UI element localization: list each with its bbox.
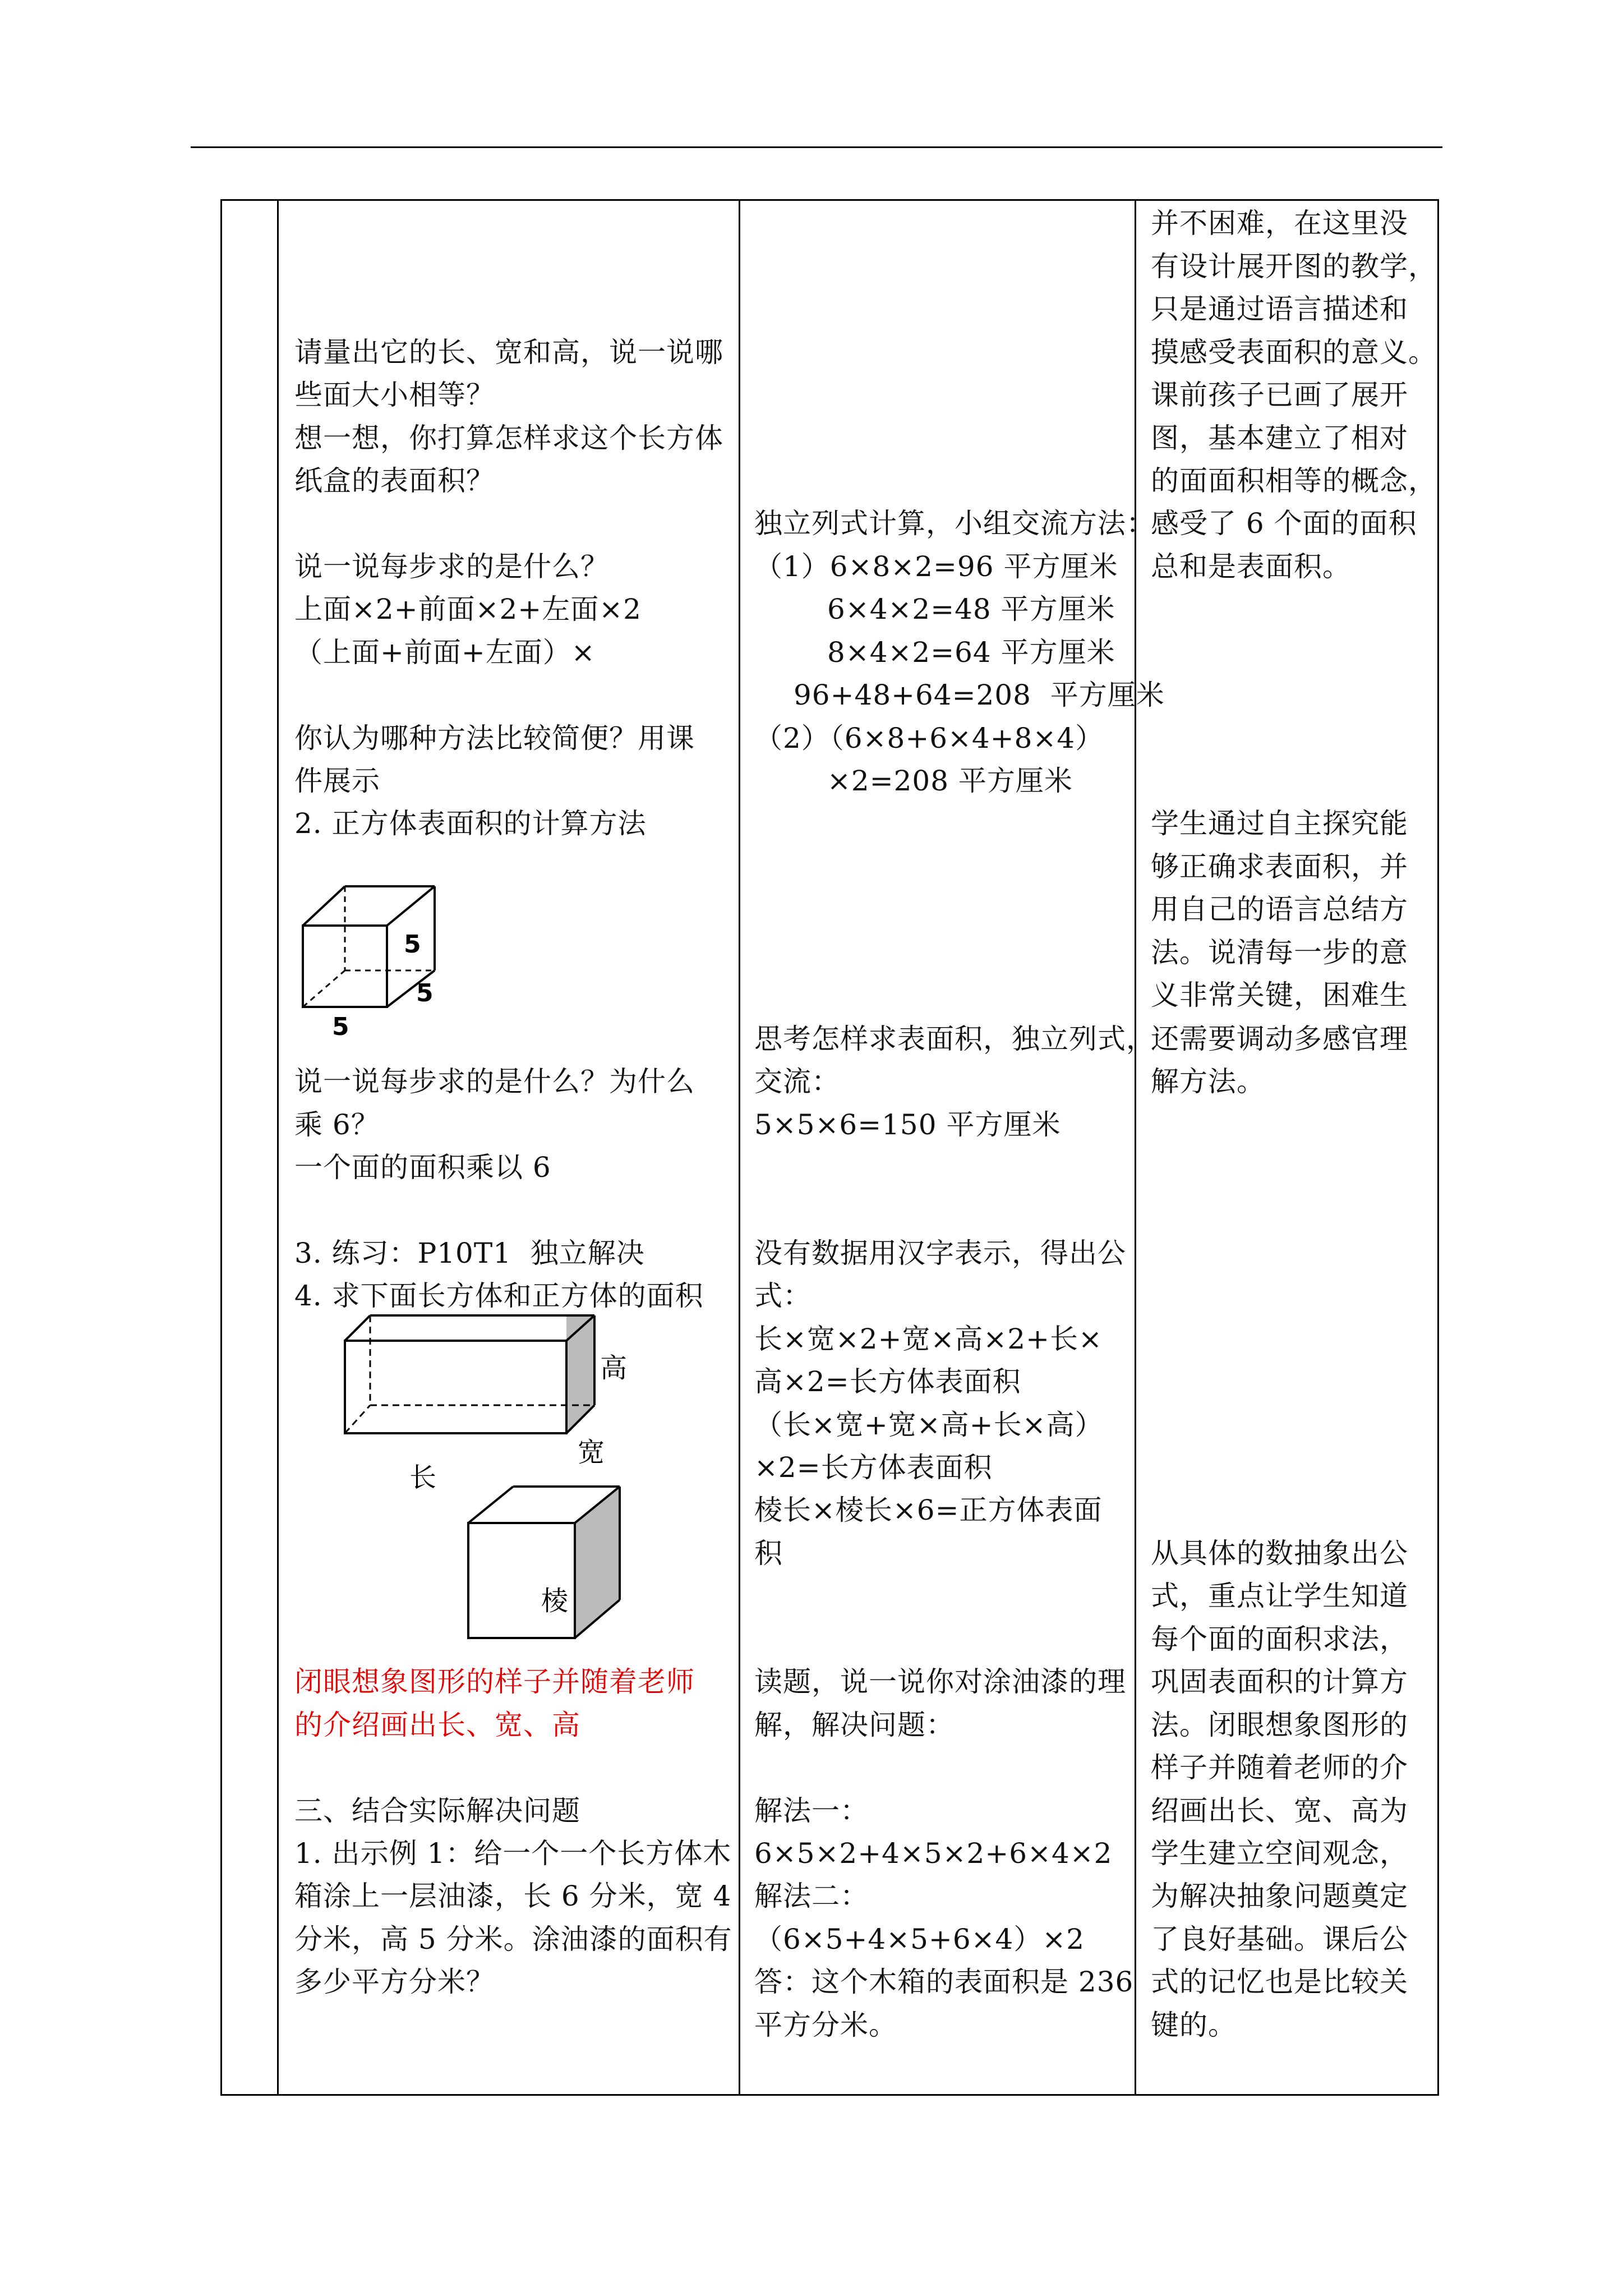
student-line: （6×5+4×5+6×4）×2 <box>754 1923 1085 1955</box>
note-line: 学生通过自主探究能 <box>1151 807 1408 840</box>
cube-figure-small <box>292 875 454 1038</box>
note-line: 式的记忆也是比较关 <box>1151 1966 1408 1998</box>
student-line: （长×宽+宽×高+长×高） <box>754 1409 1104 1441</box>
student-line: 交流： <box>754 1065 840 1098</box>
note-line: 总和是表面积。 <box>1151 550 1351 583</box>
student-line: 棱长×棱长×6=正方体表面 <box>754 1494 1103 1526</box>
student-line: 解法一： <box>754 1795 869 1827</box>
activity-line: 2. 正方体表面积的计算方法 <box>294 807 647 840</box>
activity-line: （上面+前面+左面）× <box>294 636 596 669</box>
cube-height-label: 5 <box>404 930 421 959</box>
student-line: 思考怎样求表面积，独立列式， <box>754 1023 1155 1055</box>
activity-line: 纸盒的表面积？ <box>294 464 495 497</box>
cuboid-figure <box>336 1310 651 1501</box>
student-line: 积 <box>754 1537 783 1570</box>
activity-line-highlight: 的介绍画出长、宽、高 <box>294 1709 580 1741</box>
note-line: 有设计展开图的教学， <box>1151 250 1437 283</box>
note-line: 巩固表面积的计算方 <box>1151 1665 1408 1698</box>
note-line: 法。闭眼想象图形的 <box>1151 1709 1408 1741</box>
note-line: 为解决抽象问题奠定 <box>1151 1880 1408 1912</box>
note-line: 用自己的语言总结方 <box>1151 893 1408 926</box>
activity-line: 箱涂上一层油漆，长 6 分米，宽 4 <box>294 1880 732 1912</box>
activity-line: 件展示 <box>294 765 380 797</box>
note-line: 够正确求表面积，并 <box>1151 850 1408 883</box>
activity-line: 上面×2+前面×2+左面×2 <box>294 593 642 625</box>
student-line: 读题，说一说你对涂油漆的理 <box>754 1665 1126 1698</box>
cube-depth-label: 5 <box>416 979 434 1007</box>
note-line: 每个面的面积求法， <box>1151 1623 1408 1655</box>
cube-edge-label: 棱 <box>541 1585 569 1617</box>
activity-line: 说一说每步求的是什么？为什么 <box>294 1065 695 1098</box>
student-line: 6×5×2+4×5×2+6×4×2 <box>754 1837 1113 1870</box>
note-line: 义非常关键，困难生 <box>1151 979 1408 1011</box>
note-line: 样子并随着老师的介 <box>1151 1751 1408 1784</box>
student-line: 独立列式计算，小组交流方法： <box>754 507 1155 540</box>
column-divider <box>1135 201 1136 2094</box>
note-line: 从具体的数抽象出公 <box>1151 1537 1408 1570</box>
note-line: 课前孩子已画了展开 <box>1151 379 1408 411</box>
activity-line: 3. 练习：P10T1 独立解决 <box>294 1237 645 1269</box>
note-line: 的面面积相等的概念， <box>1151 464 1437 497</box>
student-line: 8×4×2=64 平方厘米 <box>827 636 1115 669</box>
note-line: 并不困难，在这里没 <box>1151 207 1408 240</box>
note-line: 了良好基础。课后公 <box>1151 1923 1408 1955</box>
note-line: 法。说清每一步的意 <box>1151 936 1408 969</box>
note-line: 学生建立空间观念， <box>1151 1837 1408 1870</box>
activity-line: 乘 6？ <box>294 1108 380 1141</box>
activity-line: 说一说每步求的是什么？ <box>294 550 609 583</box>
student-line: 96+48+64=208 平方厘米 <box>794 679 1165 711</box>
student-line: （2）（6×8+6×4+8×4） <box>754 722 1104 754</box>
student-line: 长×宽×2+宽×高×2+长× <box>754 1323 1103 1355</box>
note-line: 键的。 <box>1151 2009 1237 2041</box>
activity-line: 1. 出示例 1：给一个一个长方体木 <box>294 1837 732 1870</box>
note-line: 只是通过语言描述和 <box>1151 293 1408 325</box>
activity-line: 4. 求下面长方体和正方体的面积 <box>294 1280 704 1312</box>
activity-line: 想一想，你打算怎样求这个长方体 <box>294 422 723 454</box>
student-line: ×2=208 平方厘米 <box>827 765 1073 797</box>
activity-line: 些面大小相等？ <box>294 379 495 411</box>
activity-line-highlight: 闭眼想象图形的样子并随着老师 <box>294 1665 695 1698</box>
cube-figure <box>457 1481 625 1649</box>
cuboid-height-label: 高 <box>600 1352 628 1384</box>
activity-line: 分米，高 5 分米。涂油漆的面积有 <box>294 1923 732 1955</box>
header-rule <box>191 146 1442 148</box>
note-line: 摸感受表面积的意义。 <box>1151 336 1437 369</box>
note-line: 感受了 6 个面的面积 <box>1151 507 1417 540</box>
note-line: 绍画出长、宽、高为 <box>1151 1795 1408 1827</box>
student-line: （1）6×8×2=96 平方厘米 <box>754 550 1118 583</box>
note-line: 解方法。 <box>1151 1065 1265 1098</box>
activity-line: 三、结合实际解决问题 <box>294 1795 580 1827</box>
note-line: 图，基本建立了相对 <box>1151 422 1408 454</box>
column-divider <box>277 201 279 2094</box>
note-line: 式，重点让学生知道 <box>1151 1580 1408 1612</box>
student-line: 式： <box>754 1280 811 1312</box>
cube-edge-label: 5 <box>332 1013 349 1038</box>
student-line: 平方分米。 <box>754 2009 897 2041</box>
activity-line: 请量出它的长、宽和高，说一说哪 <box>294 336 723 369</box>
student-line: 没有数据用汉字表示，得出公 <box>754 1237 1126 1269</box>
student-line: 5×5×6=150 平方厘米 <box>754 1108 1061 1141</box>
student-line: 高×2=长方体表面积 <box>754 1365 1021 1398</box>
activity-line: 多少平方分米？ <box>294 1966 495 1998</box>
student-line: 解法二： <box>754 1880 869 1912</box>
activity-line: 一个面的面积乘以 6 <box>294 1151 551 1184</box>
student-line: 答：这个木箱的表面积是 236 <box>754 1966 1134 1998</box>
student-line: 6×4×2=48 平方厘米 <box>827 593 1115 625</box>
activity-line: 你认为哪种方法比较简便？用课 <box>294 722 695 754</box>
student-line: ×2=长方体表面积 <box>754 1451 993 1484</box>
cuboid-length-label: 长 <box>409 1462 437 1493</box>
cuboid-width-label: 宽 <box>578 1437 605 1468</box>
note-line: 还需要调动多感官理 <box>1151 1023 1408 1055</box>
student-line: 解，解决问题： <box>754 1709 955 1741</box>
column-divider <box>739 201 740 2094</box>
